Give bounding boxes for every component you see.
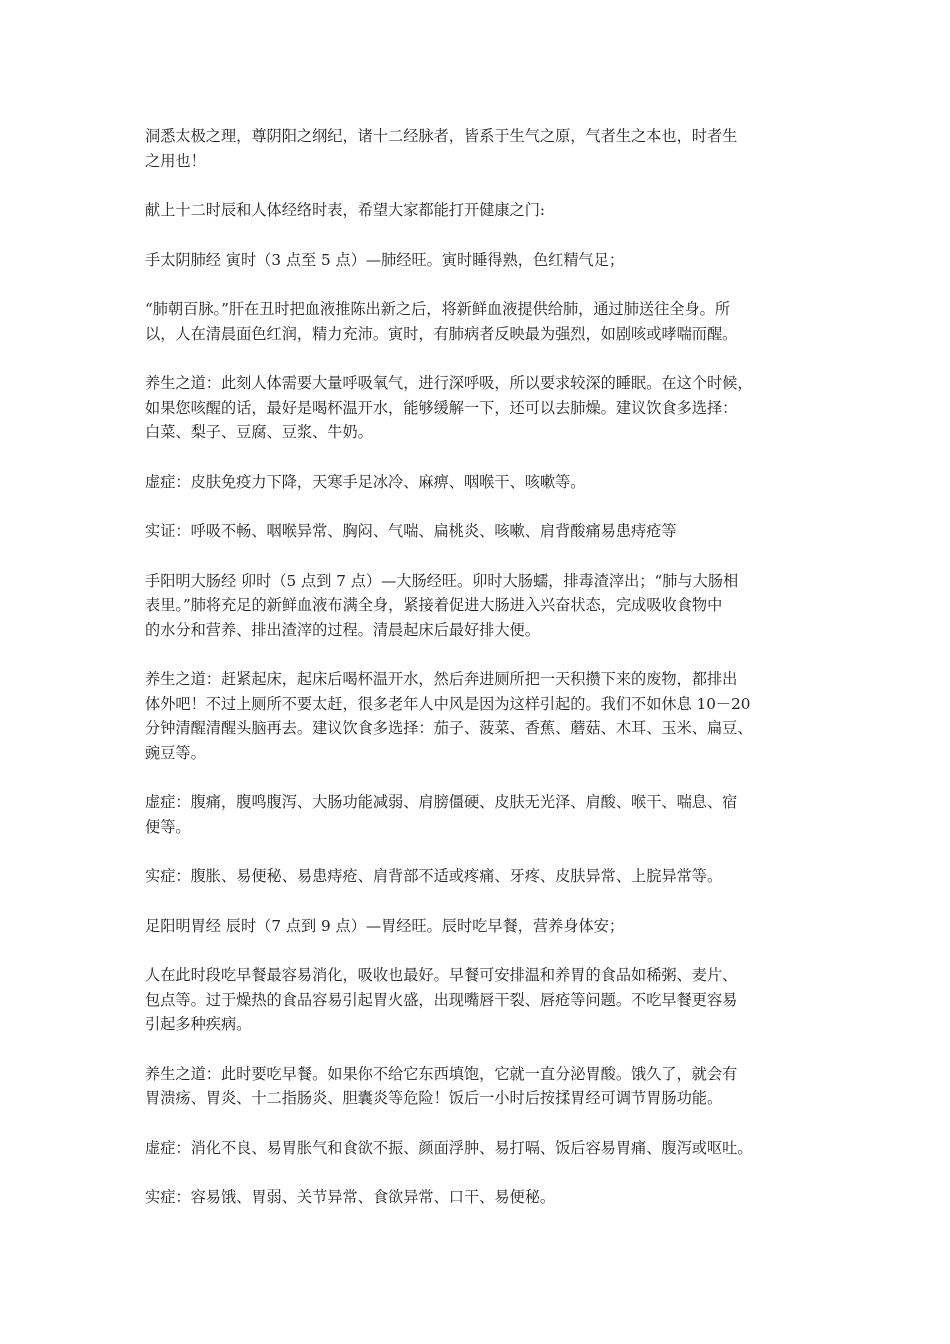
stomach-deficiency-symptoms: 虚症：消化不良、易胃胀气和食欲不振、颜面浮肿、易打嗝、饭后容易胃痛、腹泻或呕吐。 bbox=[145, 1138, 753, 1157]
stomach-excess-symptoms: 实症：容易饿、胃弱、关节异常、食欲异常、口干、易便秘。 bbox=[145, 1188, 556, 1206]
lung-deficiency-symptoms: 虚症：皮肤免疫力下降，天寒手足冰冷、麻痹、咽喉干、咳嗽等。 bbox=[145, 472, 586, 491]
lung-health-advice: 养生之道：此刻人体需要大量呼吸氧气，进行深呼吸，所以要求较深的睡眠。在这个时候， 如果您咳醒的话，最好是喝杯温开水，能够缓解一下，还可以去肺燥。建议饮食多选择： 白菜、梨子、豆腐、豆浆、牛奶。 bbox=[145, 374, 753, 441]
intro-paragraph: 洞悉太极之理，尊阴阳之纲纪，诸十二经脉者，皆系于生气之原，气者生之本也，时者生 之用也！ bbox=[145, 127, 738, 170]
large-intestine-deficiency-symptoms: 虚症：腹痛，腹鸣腹泻、大肠功能减弱、肩膀僵硬、皮肤无光泽、肩酸、喉干、喘息、宿 便等。 bbox=[145, 793, 738, 836]
lung-excess-symptoms: 实证：呼吸不畅、咽喉异常、胸闷、气喘、扁桃炎、咳嗽、肩背酸痛易患痔疮等 bbox=[145, 522, 677, 540]
document-body bbox=[145, 124, 810, 1235]
stomach-description: 人在此时段吃早餐最容易消化，吸收也最好。早餐可安排温和养胃的食品如稀粥、麦片、 包点等。过于燥热的食品容易引起胃火盛，出现嘴唇干裂、唇疮等问题。不吃早餐更容易 引起多种疾病。 bbox=[145, 966, 738, 1033]
large-intestine-meridian-heading: 手阳明大肠经 卯时（5 点到 7 点）—大肠经旺。卯时大肠蠕，排毒渣滓出；“肺与大肠相 表里。”肺将充足的新鲜血液布满全身，紧接着促进大肠进入兴奋状态，完成吸收食物中 的水分和营养、排出渣滓的过程。清晨起床后最好排大便。 bbox=[145, 571, 739, 639]
large-intestine-health-advice: 养生之道：赶紧起床，起床后喝杯温开水，然后奔进厕所把一天积攒下来的废物，都排出 体外吧！不过上厕所不要太赶，很多老年人中风是因为这样引起的。我们不如休息 10－20 分钟清醒清醒头脑再去。建议饮食多选择：茄子、菠菜、香蕉、蘑菇、木耳、玉米、扁豆、 豌豆等。 bbox=[145, 670, 753, 762]
large-intestine-excess-symptoms: 实症：腹胀、易便秘、易患痔疮、肩背部不适或疼痛、牙疼、皮肤异常、上脘异常等。 bbox=[145, 867, 723, 885]
lung-meridian-heading: 手太阴肺经 寅时（3 点至 5 点）—肺经旺。寅时睡得熟，色红精气足； bbox=[145, 250, 625, 269]
stomach-meridian-heading: 足阳明胃经 辰时（7 点到 9 点）—胃经旺。辰时吃早餐，营养身体安； bbox=[145, 916, 625, 935]
stomach-health-advice: 养生之道：此时要吃早餐。如果你不给它东西填饱，它就一直分泌胃酸。饿久了，就会有 胃溃疡、胃炎、十二指肠炎、胆囊炎等危险！饭后一小时后按揉胃经可调节胃肠功能。 bbox=[145, 1064, 738, 1107]
lung-description: “肺朝百脉。”肝在丑时把血液推陈出新之后，将新鲜血液提供给肺，通过肺送往全身。所 以，人在清晨面色红润，精力充沛。寅时，有肺病者反映最为强烈，如剧咳或哮喘而醒。 bbox=[145, 300, 738, 343]
intro-subtitle: 献上十二时辰和人体经络时表，希望大家都能打开健康之门: bbox=[145, 201, 545, 219]
